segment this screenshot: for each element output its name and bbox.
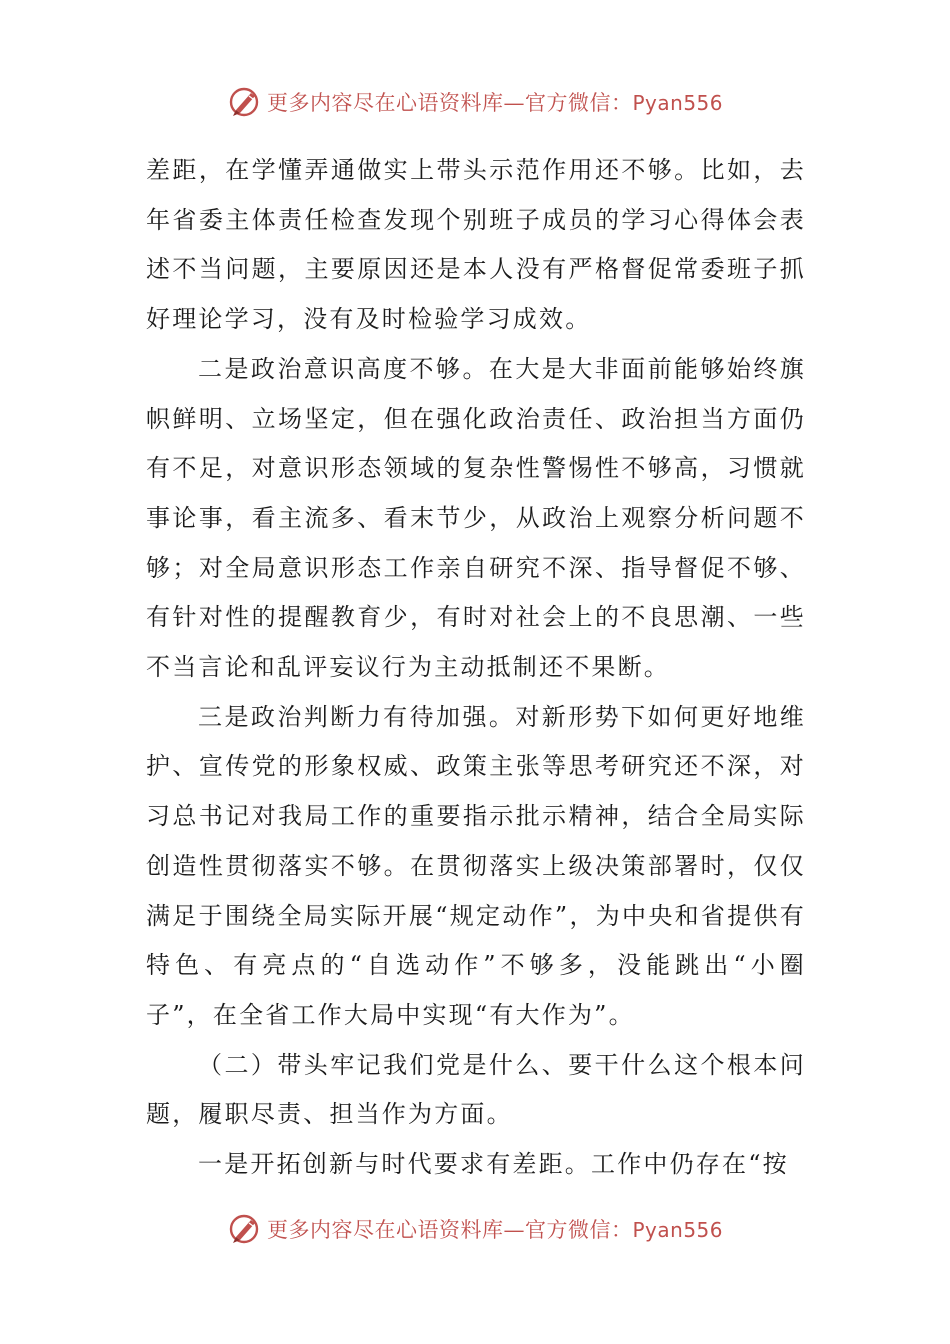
paragraph-4: （二）带头牢记我们党是什么、要干什么这个根本问题，履职尽责、担当作为方面。: [146, 1050, 806, 1129]
paragraph-1: 差距，在学懂弄通做实上带头示范作用还不够。比如，去年省委主体责任检查发现个别班子成员的学习心得体会表述不当问题，主要原因还是本人没有严格督促常委班子抓好理论学习，没有及时检验学习成效。: [146, 156, 806, 334]
watermark-text: 更多内容尽在心语资料库—官方微信：Pyan556: [266, 91, 723, 115]
document-body: [146, 146, 806, 1190]
paragraph-3: 三是政治判断力有待加强。对新形势下如何更好地维护、宣传党的形象权威、政策主张等思考研究还不深，对习总书记对我局工作的重要指示批示精神，结合全局实际创造性贯彻落实不够。在贯彻落实上级决策部署时，仅仅满足于围绕全局实际开展“规定动作”，为中央和省提供有特色、有亮点的“自选动作”不够多，没能跳出“小圈子”，在全省工作大局中实现“有大作为”。: [146, 702, 806, 1029]
pen-nib-circle-icon: [227, 84, 263, 120]
paragraph-5: 一是开拓创新与时代要求有差距。工作中仍存在“按: [198, 1150, 789, 1179]
pen-nib-circle-icon: [227, 1211, 263, 1247]
footer-watermark: [0, 1209, 950, 1249]
header-watermark: [0, 82, 950, 122]
paragraph-2: 二是政治意识高度不够。在大是大非面前能够始终旗帜鲜明、立场坚定，但在强化政治责任、政治担当方面仍有不足，对意识形态领域的复杂性警惕性不够高，习惯就事论事，看主流多、看末节少，从政治上观察分析问题不够；对全局意识形态工作亲自研究不深、指导督促不够、有针对性的提醒教育少，有时对社会上的不良思潮、一些不当言论和乱评妄议行为主动抵制还不果断。: [146, 354, 806, 682]
watermark-text: 更多内容尽在心语资料库—官方微信：Pyan556: [266, 1218, 723, 1242]
